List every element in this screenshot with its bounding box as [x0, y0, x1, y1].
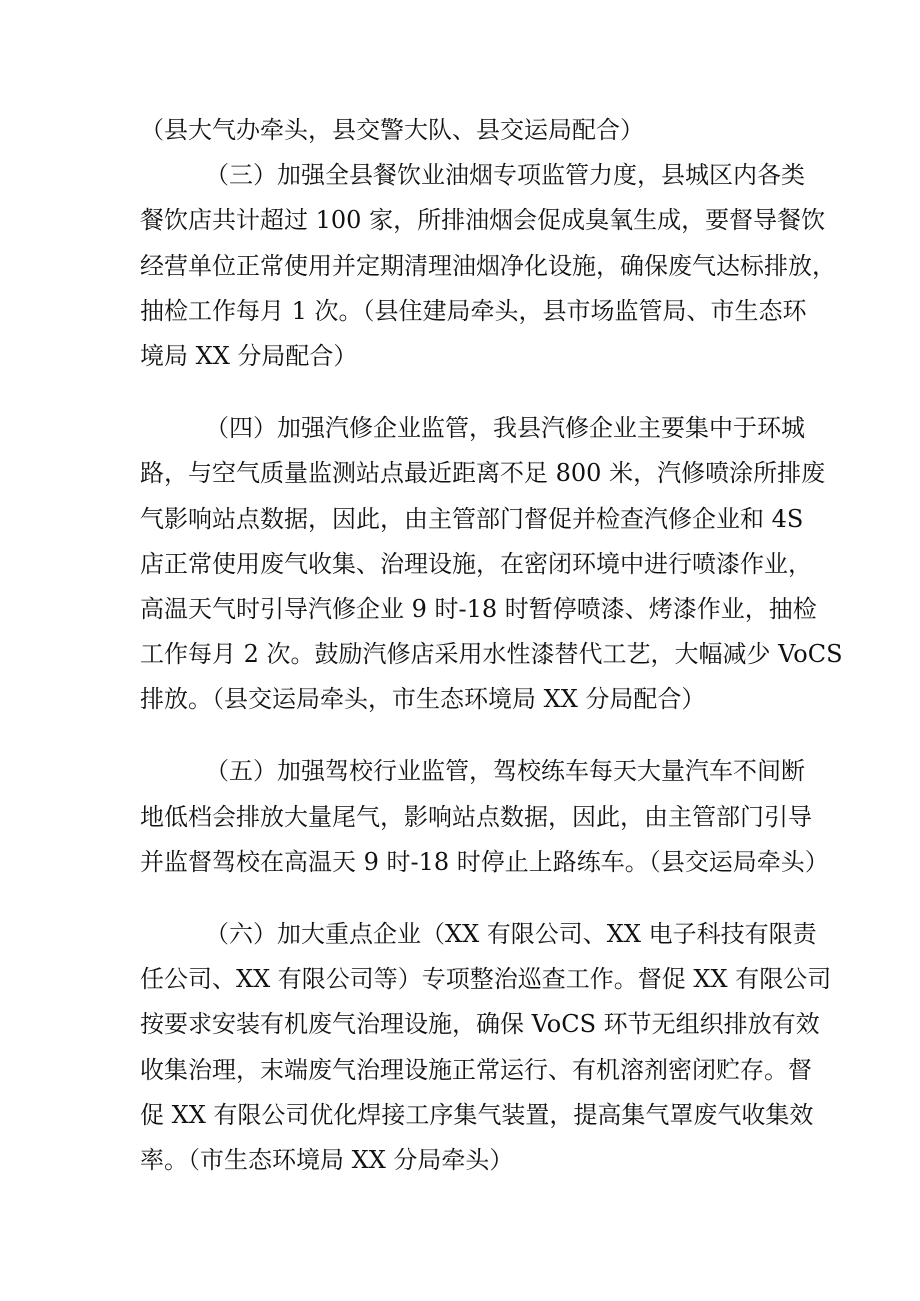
paragraph-gap [140, 379, 800, 406]
paragraph-line: 气影响站点数据，因此，由主管部门督促并检查汽修企业和 4S [140, 504, 804, 533]
paragraph-line: （五）加强驾校行业监管，驾校练车每天大量汽车不间断 [205, 757, 805, 786]
paragraph-line: （县大气办牵头，县交警大队、县交运局配合） [140, 116, 644, 144]
paragraph-line: 店正常使用废气收集、治理设施，在密闭环境中进行喷漆作业， [140, 549, 812, 578]
paragraph-gap [140, 885, 800, 912]
paragraph-line: 排放。（县交运局牵头，市生态环境局 XX 分局配合） [140, 685, 706, 714]
paragraph-line: 经营单位正常使用并定期清理油烟净化设施，确保废气达标排放， [140, 251, 836, 280]
paragraph-line: 促 XX 有限公司优化焊接工序集气装置，提高集气罩废气收集效 [140, 1100, 814, 1129]
paragraph-line: 境局 XX 分局配合） [140, 341, 358, 370]
paragraph-line: 路，与空气质量监测站点最近距离不足 800 米，汽修喷涂所排废 [140, 459, 826, 488]
paragraph-line: 高温天气时引导汽修企业 9 时-18 时暂停喷漆、烤漆作业，抽检 [140, 594, 817, 623]
paragraph-line: （三）加强全县餐饮业油烟专项监管力度，县城区内各类 [205, 161, 805, 190]
paragraph-line: （六）加大重点企业（XX 有限公司、XX 电子科技有限责 [205, 920, 817, 948]
paragraph-line: 餐饮店共计超过 100 家，所排油烟会促成臭氧生成，要督导餐饮 [140, 206, 826, 235]
paragraph-line: 收集治理，末端废气治理设施正常运行、有机溶剂密闭贮存。督 [140, 1055, 812, 1084]
paragraph-line: 并监督驾校在高温天 9 时-18 时停止上路练车。（县交运局牵头） [140, 847, 829, 876]
paragraph-gap [140, 722, 800, 749]
paragraph-line: 地低档会排放大量尾气，影响站点数据，因此，由主管部门引导 [140, 802, 812, 831]
paragraph-line: 抽检工作每月 1 次。（县住建局牵头，县市场监管局、市生态环 [140, 296, 807, 325]
paragraph-line: 按要求安装有机废气治理设施，确保 VoCS 环节无组织排放有效 [140, 1010, 820, 1039]
document-body [140, 108, 843, 1183]
paragraph-line: 工作每月 2 次。鼓励汽修店采用水性漆替代工艺，大幅减少 VoCS [140, 640, 843, 669]
paragraph-line: 率。（市生态环境局 XX 分局牵头） [140, 1145, 514, 1174]
paragraph-line: 任公司、XX 有限公司等）专项整治巡查工作。督促 XX 有限公司 [140, 965, 832, 994]
paragraph-line: （四）加强汽修企业监管，我县汽修企业主要集中于环城 [205, 414, 805, 443]
